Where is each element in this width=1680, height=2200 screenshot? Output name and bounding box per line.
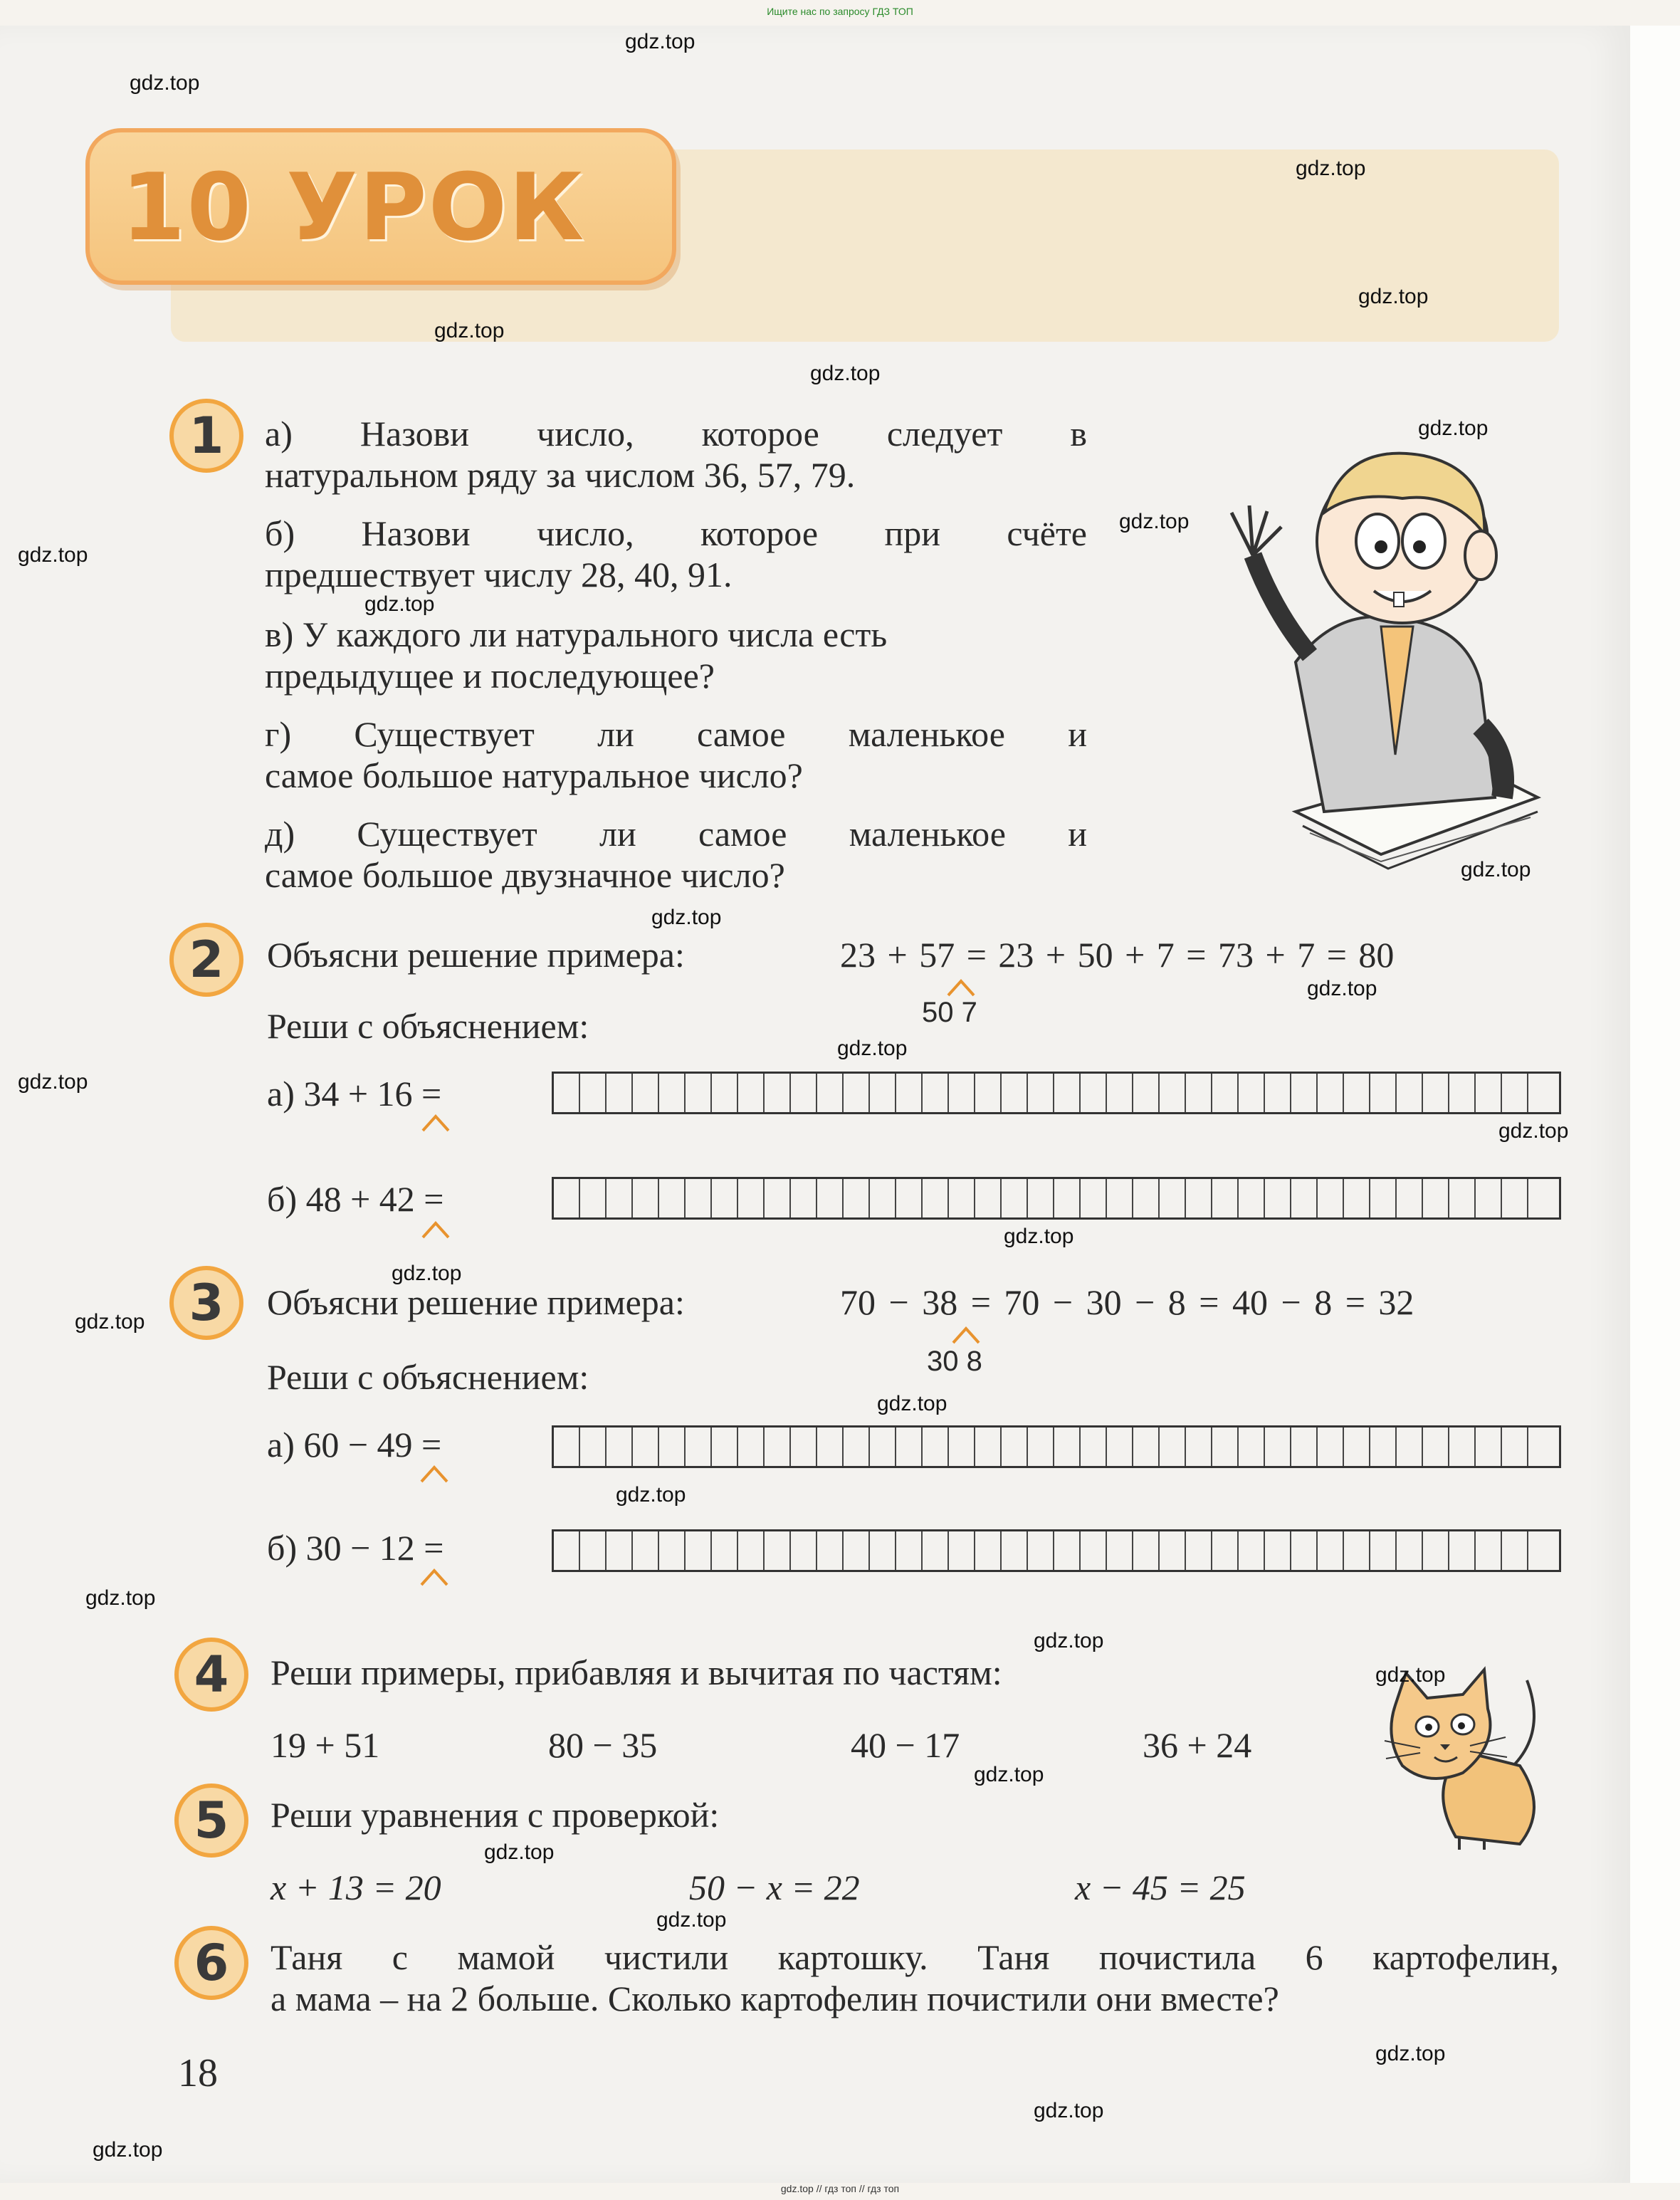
task-number-3: 3 xyxy=(169,1266,243,1340)
task2-a-caret xyxy=(420,1112,451,1133)
task-number-6: 6 xyxy=(174,1926,248,2000)
task2-split-caret xyxy=(945,977,977,998)
task1-v-line1: в) У каждого ли натурального числа есть xyxy=(265,614,888,654)
watermark: gdz.top xyxy=(837,1037,908,1060)
watermark: gdz.top xyxy=(651,906,722,929)
task2-b: б) 48 + 42 = xyxy=(267,1179,444,1219)
cat-illustration xyxy=(1377,1666,1555,1851)
task2-b-caret xyxy=(420,1219,451,1240)
watermark: gdz.top xyxy=(484,1840,555,1864)
watermark: gdz.top xyxy=(93,2138,163,2162)
task3-a: а) 60 − 49 = xyxy=(267,1425,442,1465)
task6-line1: Таня с мамой чистили картошку. Таня почистила 6 картофелин, xyxy=(271,1937,1559,1977)
page-number: 18 xyxy=(178,2051,218,2095)
watermark: gdz.top xyxy=(85,1586,156,1610)
task2-a-answer-grid[interactable] xyxy=(552,1072,1561,1114)
task3-b: б) 30 − 12 = xyxy=(267,1528,444,1568)
task4-text: Реши примеры, прибавляя и вычитая по частям: xyxy=(271,1652,1002,1692)
watermark: gdz.top xyxy=(1119,510,1190,533)
task3-split-parts: 30 8 xyxy=(927,1346,982,1377)
watermark: gdz.top xyxy=(1461,858,1531,881)
watermark: gdz.top xyxy=(810,362,881,385)
task5-equation-2: 50 − x = 22 xyxy=(689,1868,860,1907)
page-edge xyxy=(1630,26,1680,2183)
task-number-1: 1 xyxy=(169,399,243,473)
watermark: gdz.top xyxy=(18,1070,88,1094)
lesson-title: 10 УРОК xyxy=(121,153,586,261)
task4-example-3: 40 − 17 xyxy=(851,1725,960,1765)
task3-a-answer-grid[interactable] xyxy=(552,1425,1561,1468)
boy-illustration xyxy=(1167,427,1566,883)
task5-equation-1: x + 13 = 20 xyxy=(271,1868,441,1907)
watermark: gdz.top xyxy=(1418,417,1489,440)
watermark: gdz.top xyxy=(75,1310,145,1334)
footer-links[interactable]: gdz.top // гдз топ // гдз топ xyxy=(780,2183,900,2194)
watermark: gdz.top xyxy=(656,1908,727,1932)
task1-b-line1: б) Назови число, которое при счёте xyxy=(265,513,1087,553)
task1-b-line2: предшествует числу 28, 40, 91. xyxy=(265,555,733,594)
task1-v-line2: предыдущее и последующее? xyxy=(265,656,715,696)
watermark: gdz.top xyxy=(364,592,435,616)
watermark: gdz.top xyxy=(616,1483,686,1507)
task3-a-caret xyxy=(419,1463,450,1484)
task2-example: 23 + 57 = 23 + 50 + 7 = 73 + 7 = 80 xyxy=(840,935,1395,975)
task2-solve-label: Реши с объяснением: xyxy=(267,1006,589,1046)
task3-b-answer-grid[interactable] xyxy=(552,1529,1561,1572)
task-number-5: 5 xyxy=(174,1783,248,1858)
header-link[interactable]: Ищите нас по запросу ГДЗ ТОП xyxy=(767,6,913,17)
watermark: gdz.top xyxy=(1307,977,1377,1000)
task-number-4: 4 xyxy=(174,1638,248,1712)
task1-d-line2: самое большое двузначное число? xyxy=(265,855,785,895)
watermark: gdz.top xyxy=(434,319,505,342)
watermark: gdz.top xyxy=(1004,1225,1074,1248)
task3-solve-label: Реши с объяснением: xyxy=(267,1357,589,1397)
task6-line2: а мама – на 2 больше. Сколько картофелин почистили они вместе? xyxy=(271,1979,1279,2018)
task5-text: Реши уравнения с проверкой: xyxy=(271,1795,720,1835)
watermark: gdz.top xyxy=(1296,157,1366,180)
task2-a: а) 34 + 16 = xyxy=(267,1074,442,1114)
task4-example-2: 80 − 35 xyxy=(548,1725,658,1765)
watermark: gdz.top xyxy=(1034,2099,1104,2122)
watermark: gdz.top xyxy=(1375,1663,1446,1687)
watermark: gdz.top xyxy=(1358,285,1429,308)
task3-split-caret xyxy=(950,1324,982,1346)
watermark: gdz.top xyxy=(1498,1119,1569,1143)
task3-explain-label: Объясни решение примера: xyxy=(267,1282,685,1322)
task4-example-1: 19 + 51 xyxy=(271,1725,380,1765)
task2-split-parts: 50 7 xyxy=(922,997,977,1028)
watermark: gdz.top xyxy=(1375,2042,1446,2065)
watermark: gdz.top xyxy=(130,71,200,95)
task2-explain-label: Объясни решение примера: xyxy=(267,935,685,975)
watermark: gdz.top xyxy=(974,1763,1044,1786)
task1-a-line1: а) Назови число, которое следует в xyxy=(265,414,1087,454)
task3-example: 70 − 38 = 70 − 30 − 8 = 40 − 8 = 32 xyxy=(840,1282,1414,1322)
watermark: gdz.top xyxy=(18,543,88,567)
task5-equation-3: x − 45 = 25 xyxy=(1075,1868,1246,1907)
task-number-2: 2 xyxy=(169,923,243,997)
task2-b-answer-grid[interactable] xyxy=(552,1177,1561,1220)
watermark: gdz.top xyxy=(392,1262,462,1285)
task1-a-line2: натуральном ряду за числом 36, 57, 79. xyxy=(265,455,856,495)
watermark: gdz.top xyxy=(1034,1629,1104,1652)
task1-g-line1: г) Существует ли самое маленькое и xyxy=(265,714,1087,754)
watermark: gdz.top xyxy=(625,30,695,53)
watermark: gdz.top xyxy=(877,1392,947,1415)
task1-d-line1: д) Существует ли самое маленькое и xyxy=(265,814,1087,854)
task3-b-caret xyxy=(419,1566,450,1588)
task4-example-4: 36 + 24 xyxy=(1143,1725,1252,1765)
task1-g-line2: самое большое натуральное число? xyxy=(265,755,803,795)
